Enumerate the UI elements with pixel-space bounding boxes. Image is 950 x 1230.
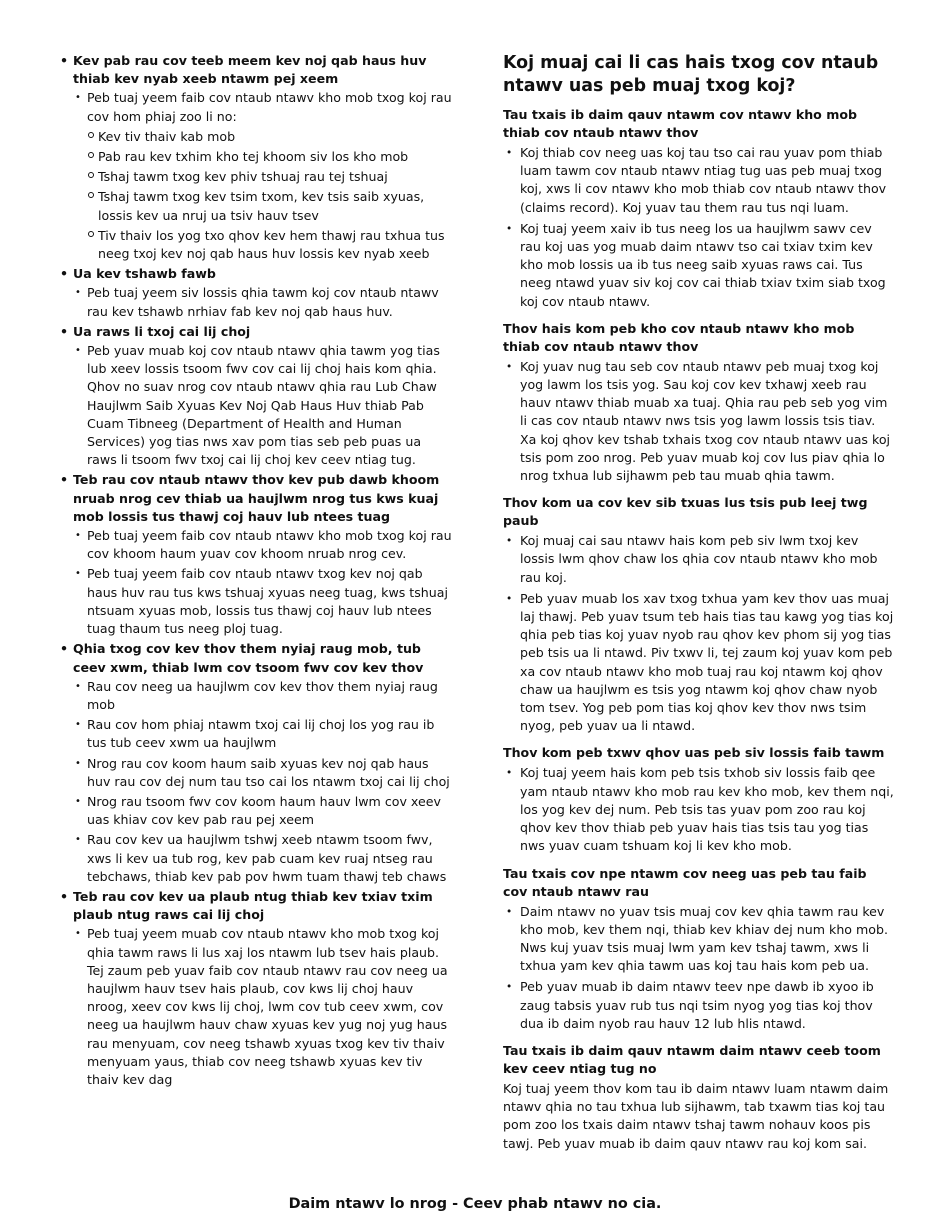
sub-item-text: Rau cov kev ua haujlwm tshwj xeeb ntawm tsoom fwv, xws li kev ua tub rog, kev pab cuam kev ruaj ntseg rau tebchaws, thiab kev pab pov hwm tuam thawj teb chaws — [87, 832, 447, 884]
bullet-icon: • — [75, 719, 81, 731]
left-column — [60, 52, 452, 1091]
nested-item-text: Kev tiv thaiv kab mob — [98, 128, 236, 144]
sub-list — [73, 527, 452, 638]
sub-list-item — [73, 793, 452, 829]
left-list-item — [60, 52, 452, 263]
bullet-icon: • — [75, 568, 81, 580]
list-item-heading: Teb rau cov kev ua plaub ntug thiab kev txiav txim plaub ntug raws cai lij choj — [73, 888, 433, 923]
section-heading: Tau txais cov npe ntawm cov neeg uas peb tau faib cov ntaub ntawv rau — [503, 865, 867, 899]
section-heading: Tau txais ib daim qauv ntawm daim ntawv ceeb toom kev ceev ntiag tug no — [503, 1042, 881, 1076]
bullet-icon: • — [60, 888, 69, 904]
section-bullet-item — [503, 903, 895, 976]
sub-item-text: Peb tuaj yeem faib cov ntaub ntawv kho mob txog koj rau cov hom phiaj zoo li no: — [87, 90, 452, 124]
circle-bullet-icon — [88, 132, 94, 138]
bullet-icon: • — [75, 757, 81, 769]
sub-list-item — [73, 284, 452, 320]
section-bullet-list — [503, 358, 895, 485]
bullet-icon: • — [506, 147, 513, 159]
bullet-icon: • — [506, 360, 513, 373]
nested-item-text: Tshaj tawm txog kev tsim txom, kev tsis saib xyuas, lossis kev ua nruj ua tsiv hauv tsev — [98, 189, 425, 223]
left-list-item — [60, 323, 452, 470]
rights-section — [503, 106, 895, 311]
sub-item-text: Peb tuaj yeem faib cov ntaub ntawv kho mob txog koj rau cov khoom haum yuav cov khoom nruab nrog cev. — [87, 528, 452, 562]
section-heading: Thov kom ua cov kev sib txuas lus tsis pub leej twg paub — [503, 495, 868, 529]
nested-list-item — [87, 128, 452, 146]
section-bullet-item — [503, 220, 895, 311]
nested-list — [87, 128, 452, 263]
section-bullet-item — [503, 358, 895, 485]
sub-list-item — [73, 755, 452, 791]
bullet-text: Peb yuav muab los xav txog txhua yam kev thov uas muaj laj thawj. Peb yuav tsum teb hais tias tau kawg yog tias koj qhia peb tias koj yuav nyob rau qhov kev phom sij yog tias peb tsis ua li ntawd. Piv txwv li, tej zaum koj yuav kom peb xa cov ntaub ntawv kho mob tuaj rau koj ntawm koj qhov chaw ua haujlwm es tsis yog ntawm koj qhov chaw nyob tom tsev. Yog peb pom tias koj qhov kev thov nws tsim nyog, peb yuav ua li ntawd. — [520, 590, 894, 734]
sub-item-text: Nrog rau tsoom fwv cov koom haum hauv lwm cov xeev uas khiav cov kev pab rau pej xeem — [87, 793, 441, 828]
rights-sections — [503, 106, 895, 1153]
sub-item-text: Nrog rau cov koom haum saib xyuas kev noj qab haus huv rau cov dej num tau tso cai los ntawm txoj cai lij choj — [87, 755, 450, 789]
sub-item-text: Peb tuaj yeem faib cov ntaub ntawv txog kev noj qab haus huv rau tus kws tshuaj xyuas neeg tuag, kws tshuaj ntsuam xyuas mob, lossis tus thawj coj hauv lub ntees tuag thaum tus neeg ploj tuag. — [87, 566, 448, 637]
nested-list-item — [87, 188, 452, 224]
rights-section — [503, 1042, 895, 1153]
bullet-icon: • — [60, 472, 69, 488]
bullet-text: Koj tuaj yeem hais kom peb tsis txhob siv lossis faib qee yam ntaub ntawv kho mob rau kev kho mob, kev them nqi, los yog kev dej num. Peb tsis tas yuav pom zoo rau koj qhov kev thov thiab peb yuav hais tias tsis tau yog tias nws yuav cuam tshuam koj li kev kho mob. — [520, 765, 894, 854]
sub-list-item — [73, 678, 452, 714]
list-item-heading: Ua kev tshawb fawb — [73, 266, 216, 282]
bullet-icon: • — [506, 905, 513, 918]
section-bullet-item — [503, 590, 895, 736]
nested-list-item — [87, 148, 452, 166]
sub-item-text: Rau cov hom phiaj ntawm txoj cai lij choj los yog rau ib tus tub ceev xwm ua haujlwm — [87, 717, 435, 751]
section-bullet-list — [503, 764, 895, 855]
list-item-heading: Teb rau cov ntaub ntawv thov kev pub dawb khoom nruab nrog cev thiab ua haujlwm nrog tus kws kuaj mob lossis tus thawj coj hauv lub ntees tuag — [73, 472, 440, 524]
section-bullet-item — [503, 144, 895, 217]
sub-list-item — [73, 342, 452, 469]
right-column — [503, 52, 895, 1162]
bullet-text: Koj muaj cai sau ntawv hais kom peb siv lwm txoj kev lossis lwm qhov chaw los qhia cov ntaub ntawv kho mob rau koj. — [520, 533, 878, 585]
bullet-icon: • — [75, 834, 81, 846]
circle-bullet-icon — [88, 231, 94, 237]
nested-list-item — [87, 227, 452, 263]
bullet-icon: • — [75, 795, 81, 807]
sub-item-text: Peb yuav muab koj cov ntaub ntawv qhia tawm yog tias lub xeev lossis tsoom fwv cov cai lij choj hais kom qhia. Qhov no suav nrog cov ntaub ntawv qhia rau Lub Chaw Haujlwm Saib Xyuas Kev Noj Qab Haus Huv thiab Pab Cuam Tibneeg (Department of Health and Human Services) yog tias nws xav pom tias seb peb puas ua raws li tsoom fwv txoj cai lij choj kev ceev ntiag tug. — [87, 343, 440, 468]
list-item-heading: Ua raws li txoj cai lij choj — [73, 323, 251, 339]
section-heading: Thov kom peb txwv qhov uas peb siv lossis faib tawm — [503, 745, 885, 761]
page-footer: Daim ntawv lo nrog - Ceev phab ntawv no cia. — [288, 1196, 662, 1212]
left-list-item — [60, 471, 452, 638]
circle-bullet-icon — [88, 152, 94, 158]
bullet-text: Daim ntawv no yuav tsis muaj cov kev qhia tawm rau kev kho mob, kev them nqi, thiab kev khiav dej num kho mob. Nws kuj yuav tsis muaj lwm yam kev tshaj tawm, xws li txhua yam kev qhia tawm uas koj tau hais kom peb ua. — [520, 903, 888, 974]
bullet-icon: • — [75, 345, 81, 357]
bullet-icon: • — [75, 530, 81, 542]
section-bullet-item — [503, 764, 895, 855]
rights-section — [503, 865, 895, 1033]
bullet-icon: • — [506, 535, 513, 548]
circle-bullet-icon — [88, 192, 94, 198]
bullet-icon: • — [75, 680, 81, 692]
rights-section — [503, 744, 895, 855]
sub-list — [73, 678, 452, 886]
nested-item-text: Pab rau kev txhim kho tej khoom siv los kho mob — [98, 149, 409, 165]
left-bullet-list — [60, 52, 452, 1089]
section-bullet-item — [503, 532, 895, 587]
sub-item-text: Rau cov neeg ua haujlwm cov kev thov them nyiaj raug mob — [87, 678, 438, 712]
sub-list-item — [73, 831, 452, 886]
sub-list-item — [73, 527, 452, 563]
nested-item-text: Tiv thaiv los yog txo qhov kev hem thawj rau txhua tus neeg txoj kev noj qab haus huv lossis kev nyab xeeb — [98, 227, 445, 262]
bullet-icon: • — [75, 92, 81, 104]
bullet-icon: • — [506, 767, 513, 780]
rights-title: Koj muaj cai li cas hais txog cov ntaub ntawv uas peb muaj txog koj? — [503, 53, 879, 96]
bullet-text: Koj thiab cov neeg uas koj tau tso cai rau yuav pom thiab luam tawm cov ntaub ntawv ntiag tug uas peb muaj txog koj, xws li cov ntawv kho mob thiab cov ntaub ntawv thov (claims record). Koj yuav tau them rau tus nqi luam. — [520, 145, 887, 215]
bullet-icon: • — [60, 266, 69, 282]
section-bullet-list — [503, 144, 895, 311]
section-heading: Thov hais kom peb kho cov ntaub ntawv kho mob thiab cov ntaub ntawv thov — [503, 320, 855, 354]
sub-list-item — [73, 565, 452, 638]
bullet-icon: • — [506, 222, 513, 235]
bullet-text: Peb yuav muab ib daim ntawv teev npe dawb ib xyoo ib zaug tabsis yuav rub tus nqi tsim nyog yog tias koj thov dua ib daim nyob rau hauv 12 lub hlis ntawd. — [520, 979, 874, 1031]
sub-list — [73, 89, 452, 263]
sub-item-text: Peb tuaj yeem siv lossis qhia tawm koj cov ntaub ntawv rau kev tshawb nrhiav fab kev noj qab haus huv. — [87, 285, 439, 319]
rights-section — [503, 494, 895, 735]
rights-section — [503, 320, 895, 485]
sub-item-text: Peb tuaj yeem muab cov ntaub ntawv kho mob txog koj qhia tawm raws li lus xaj los ntawm lub tsev hais plaub. Tej zaum peb yuav faib cov ntaub ntawv rau cov neeg ua haujlwm hauv tsev hais plaub, cov kws lij choj hauv nroog, xeev cov kws lij choj, lwm cov tub ceev xwm, cov neeg ua haujlwm hauv chaw xyuas kev yug noj yug haus rau menyuam, cov neeg tshawb xyuas txog kev tiv thaiv menyuam yaus, thiab cov neeg tshawb xyuas kev tiv thaiv kev dag — [87, 926, 448, 1087]
left-list-item — [60, 640, 452, 886]
sub-list — [73, 342, 452, 469]
bullet-text: Koj yuav nug tau seb cov ntaub ntawv peb muaj txog koj yog lawm los tsis yog. Sau koj cov kev txhawj xeeb rau hauv ntawv thiab muab xa tuaj. Qhia rau peb seb yog vim li cas cov ntaub ntawv nws tsis yog lawm lossis tsis tiav. Xa koj qhov kev tshab txhais txog cov ntaub ntawv uas koj tsis pom zoo nrog. Peb yuav muab koj cov lus piav qhia lo nrog txhua lub sijhawm peb tau muab qhia tawm. — [520, 358, 891, 484]
sub-list — [73, 925, 452, 1089]
bullet-icon: • — [60, 641, 69, 657]
section-heading: Tau txais ib daim qauv ntawm cov ntawv kho mob thiab cov ntaub ntawv thov — [503, 107, 857, 140]
section-bullet-list — [503, 903, 895, 1033]
bullet-icon: • — [75, 287, 81, 299]
list-item-heading: Kev pab rau cov teeb meem kev noj qab haus huv thiab kev nyab xeeb ntawm pej xeem — [73, 53, 427, 87]
bullet-icon: • — [60, 323, 69, 339]
section-bullet-item — [503, 978, 895, 1033]
section-bullet-list — [503, 532, 895, 735]
sub-list-item — [73, 89, 452, 263]
bullet-icon: • — [506, 981, 513, 994]
list-item-heading: Qhia txog cov kev thov them nyiaj raug mob, tub ceev xwm, thiab lwm cov tsoom fwv cov kev thov — [73, 641, 424, 675]
bullet-icon: • — [60, 53, 69, 68]
bullet-text: Koj tuaj yeem xaiv ib tus neeg los ua haujlwm sawv cev rau koj uas yog muab daim ntawv tso cai txiav txim kev kho mob lossis ua ib tus neeg saib xyuas raws cai. Tus neeg ntawd yuav siv koj cov cai thiab txiav txim siab txog koj cov ntaub ntawv. — [520, 220, 886, 309]
section-paragraph: Koj tuaj yeem thov kom tau ib daim ntawv luam ntawm daim ntawv qhia no tau txhua lub sijhawm, tab txawm tias koj tau pom zoo los txais daim ntawv tshaj tawm nohauv koos pis tawj. Peb yuav muab ib daim qauv ntawv rau koj kom sai. — [503, 1080, 889, 1151]
sub-list — [73, 284, 452, 320]
nested-list-item — [87, 168, 452, 186]
left-list-item — [60, 265, 452, 321]
sub-list-item — [73, 925, 452, 1089]
bullet-icon: • — [506, 592, 513, 605]
left-list-item — [60, 888, 452, 1089]
bullet-icon: • — [75, 928, 81, 940]
circle-bullet-icon — [88, 172, 94, 178]
nested-item-text: Tshaj tawm txog kev phiv tshuaj rau tej tshuaj — [98, 169, 388, 185]
sub-list-item — [73, 716, 452, 752]
